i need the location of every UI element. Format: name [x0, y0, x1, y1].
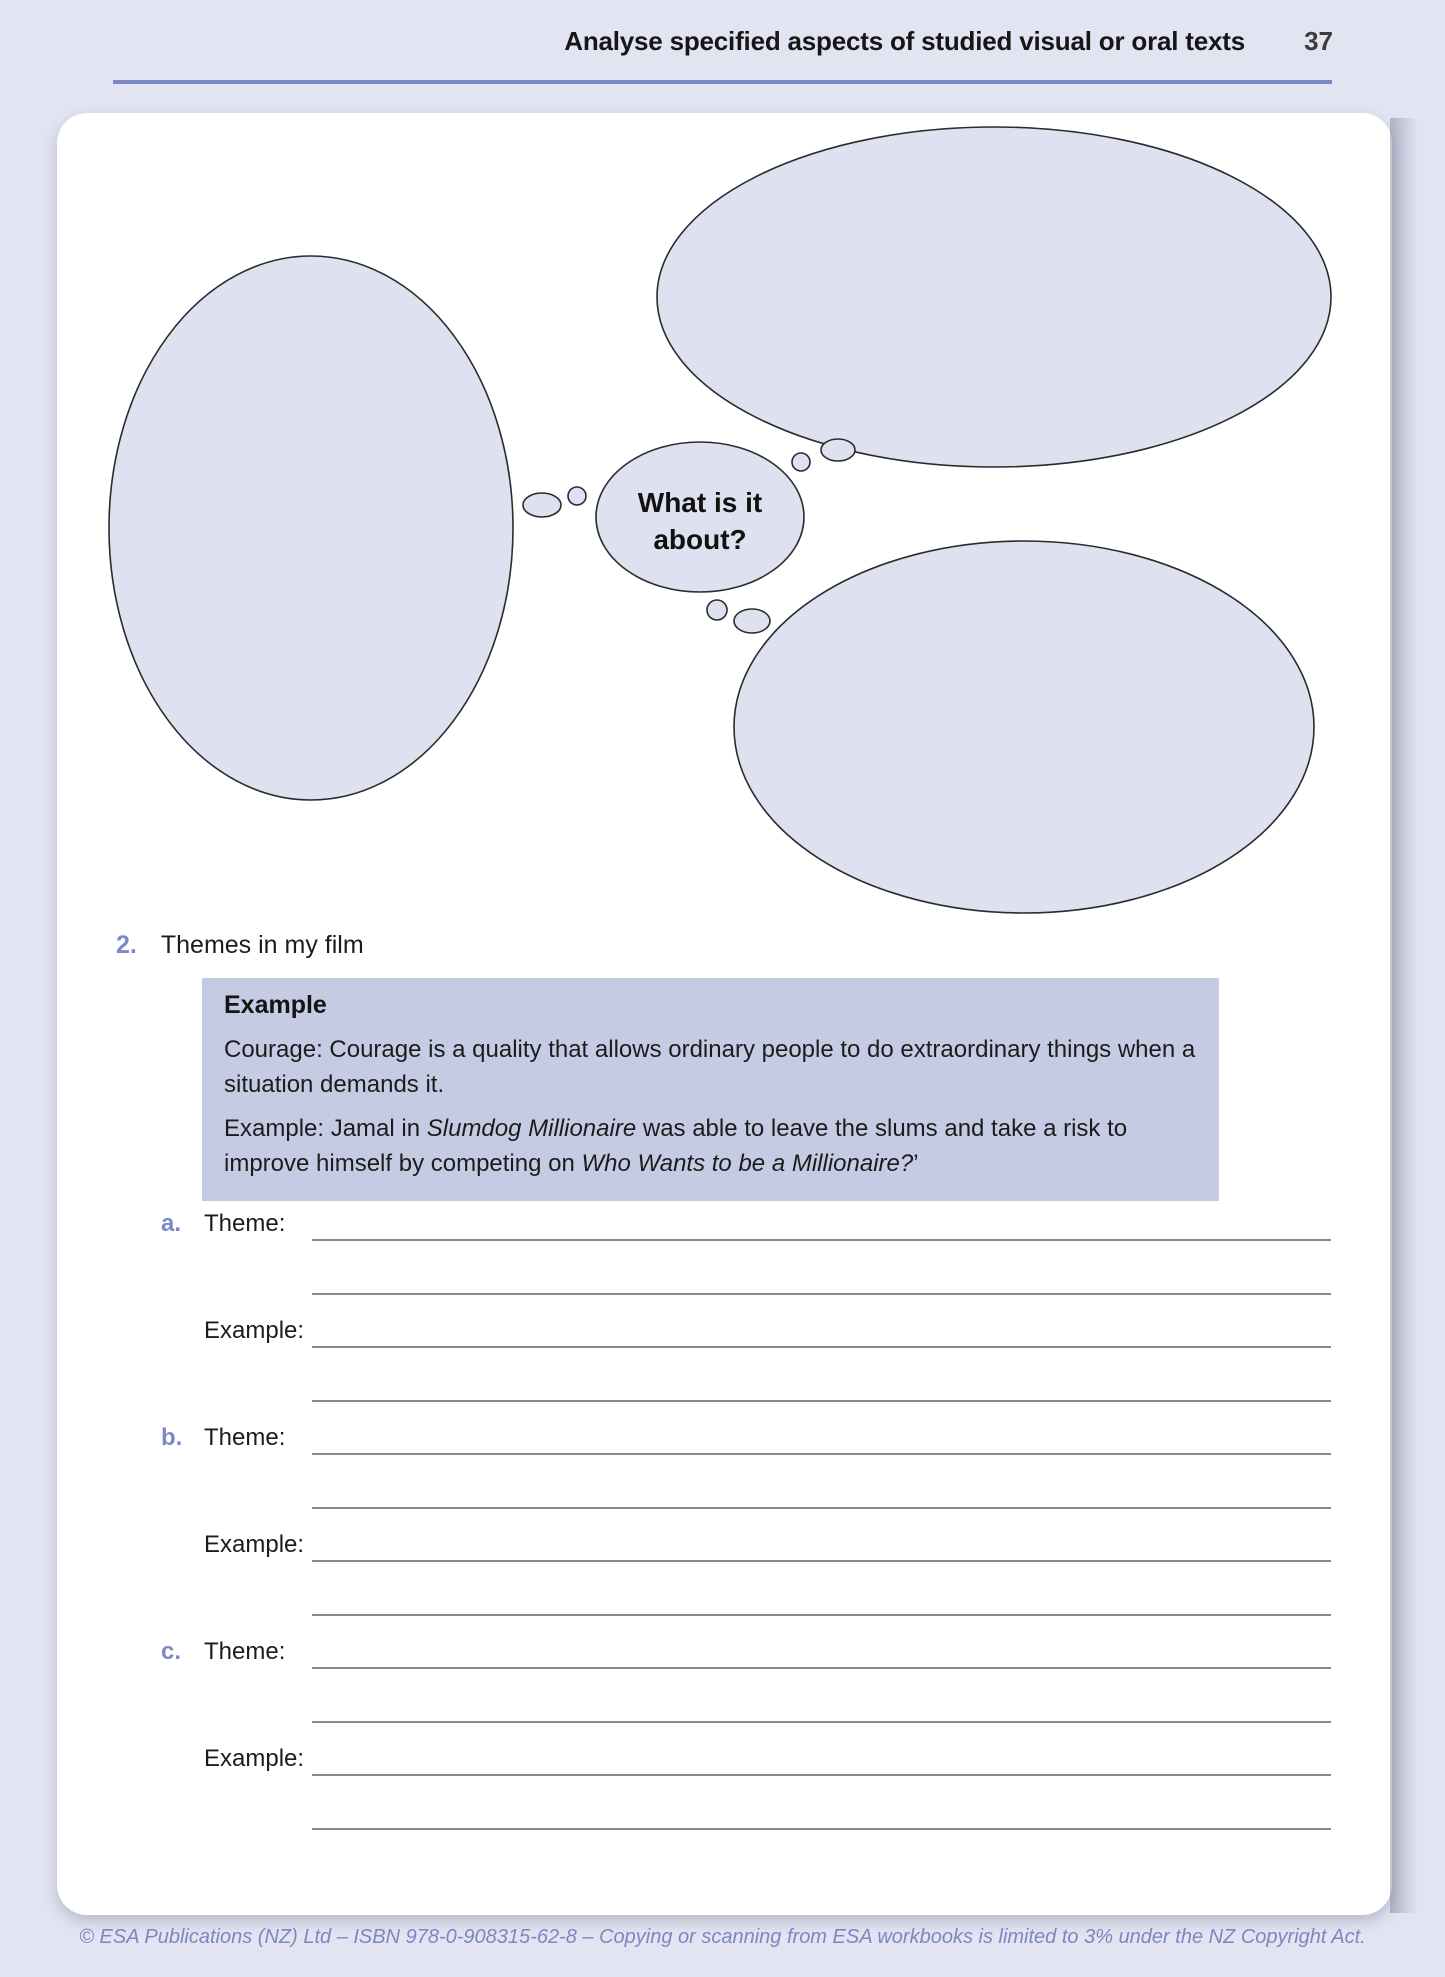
- example-paragraph-1-text: Courage: Courage is a quality that allows ordinary people to do extraordinary things when a situation demands it.: [224, 1036, 1196, 1098]
- theme-label-b: Theme:: [204, 1424, 286, 1451]
- section-title: Themes in my film: [160, 931, 364, 959]
- center-bubble-label-line2: about?: [653, 524, 747, 555]
- header-rule: [113, 80, 1332, 84]
- section-heading: [116, 931, 364, 960]
- copyright-footer: © ESA Publications (NZ) Ltd – ISBN 978-0-908315-62-8 – Copying or scanning from ESA workbooks is limited to 3% under the NZ Copyright Act.: [79, 1926, 1366, 1948]
- thought-bubble-small: [523, 493, 561, 517]
- content-sheet: [57, 113, 1392, 1915]
- example-paragraph-2-text: was able to leave the slums and take a risk to improve himself by competing on: [224, 1115, 1128, 1177]
- write-line-theme-c-2: [312, 1721, 1331, 1723]
- write-line-theme-b-2: [312, 1507, 1331, 1509]
- write-line-theme-a-1: [312, 1239, 1331, 1241]
- write-line-example-b-2: [312, 1614, 1331, 1616]
- item-letter-b: b.: [161, 1424, 183, 1451]
- example-paragraph-2: [224, 1111, 1197, 1181]
- thought-bubble-small: [792, 453, 810, 471]
- thought-bubble-small: [821, 439, 855, 461]
- section-number: 2.: [116, 931, 137, 959]
- center-bubble-label-line1: What is it: [637, 487, 763, 518]
- mindmap-diagram: [57, 113, 1392, 943]
- write-line-theme-a-2: [312, 1293, 1331, 1295]
- thought-bubble-small: [707, 600, 727, 620]
- write-line-theme-c-1: [312, 1667, 1331, 1669]
- write-line-example-b-1: [312, 1560, 1331, 1562]
- mindmap-oval-left: [109, 256, 513, 800]
- write-line-example-a-2: [312, 1400, 1331, 1402]
- thought-bubble-small: [568, 487, 586, 505]
- write-line-example-a-1: [312, 1346, 1331, 1348]
- mindmap-oval-bottom-right: [734, 541, 1314, 913]
- item-letter-a: a.: [161, 1210, 182, 1237]
- write-line-theme-b-1: [312, 1453, 1331, 1455]
- theme-label-a: Theme:: [204, 1210, 286, 1237]
- write-line-example-c-2: [312, 1828, 1331, 1830]
- thought-bubble-small: [734, 609, 770, 633]
- mindmap-oval-top-right: [657, 127, 1331, 467]
- theme-label-c: Theme:: [204, 1638, 286, 1665]
- example-paragraph-1: [224, 1032, 1197, 1102]
- example-box: [202, 978, 1219, 1201]
- item-letter-c: c.: [161, 1638, 182, 1665]
- film-title-italic: Who Wants to be a Millionaire?: [581, 1150, 914, 1177]
- page-title: Analyse specified aspects of studied visual or oral texts: [564, 26, 1245, 56]
- film-title-italic: Slumdog Millionaire: [426, 1115, 637, 1142]
- page-number: 37: [1304, 26, 1333, 56]
- example-box-title: Example: [224, 991, 327, 1019]
- example-label-b: Example:: [204, 1531, 305, 1558]
- example-label-a: Example:: [204, 1317, 305, 1344]
- example-label-c: Example:: [204, 1745, 305, 1772]
- write-line-example-c-1: [312, 1774, 1331, 1776]
- example-paragraph-2-text: Example: Jamal in: [224, 1115, 427, 1142]
- page-edge-shadow: [1390, 118, 1418, 1913]
- example-paragraph-2-text: ’: [913, 1150, 919, 1177]
